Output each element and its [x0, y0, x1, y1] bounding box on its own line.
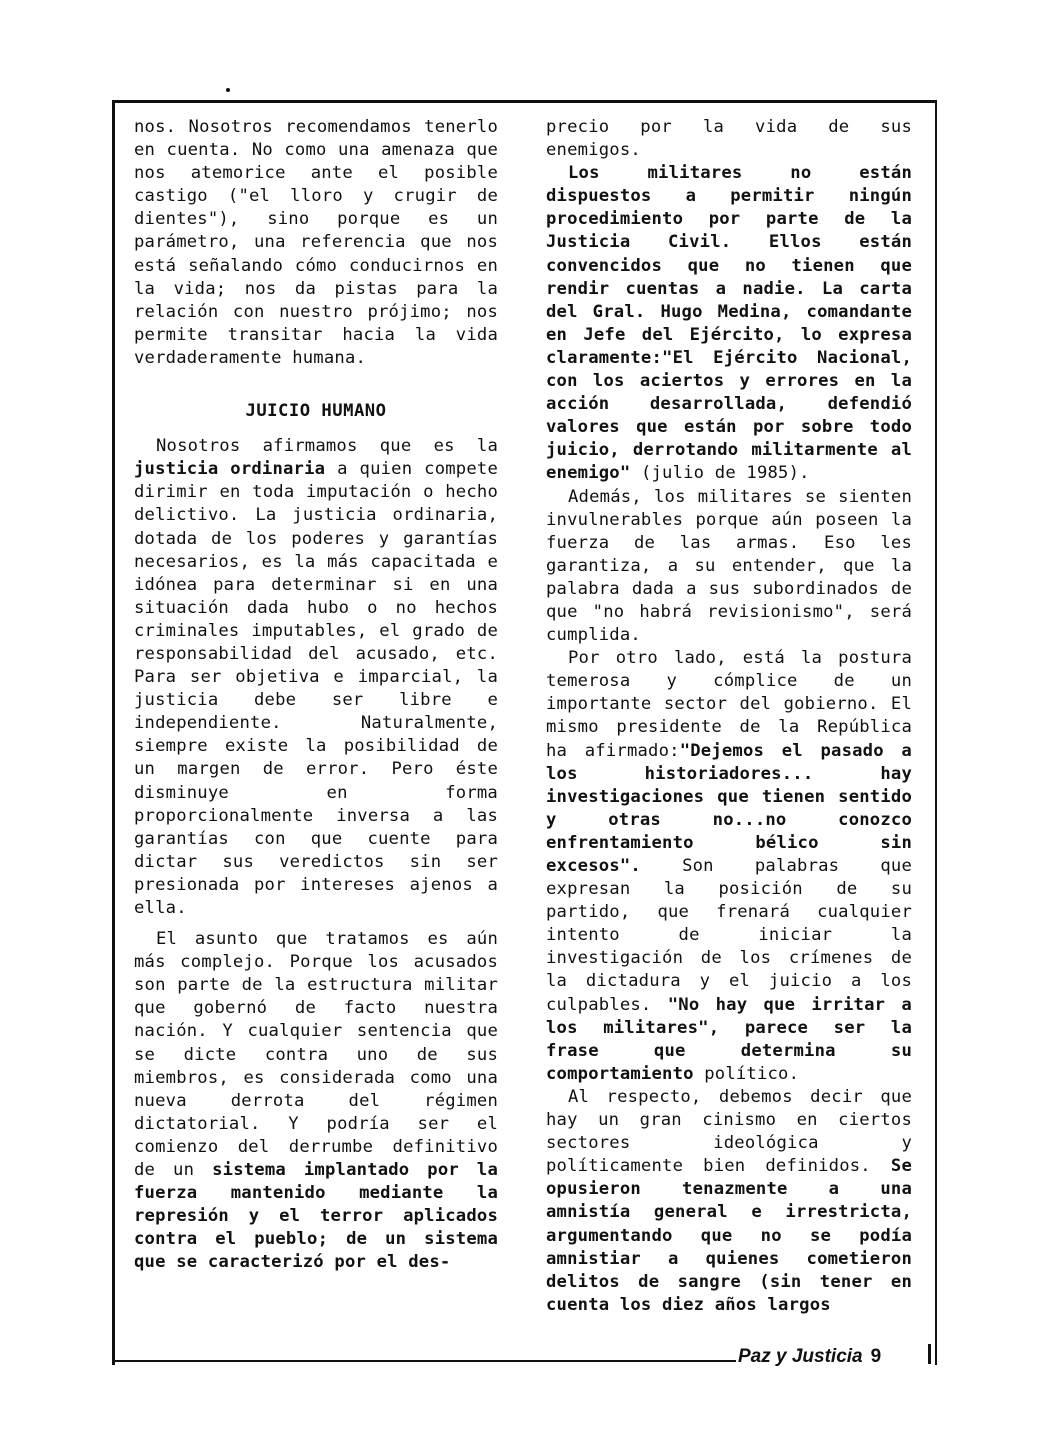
left-column: [134, 116, 498, 1275]
paragraph-text: Al respecto, debemos decir que hay un gran cinismo en ciertos sectores ideológica y políticamente bien definidos.: [546, 1086, 912, 1177]
paragraph-continuation: [546, 116, 912, 162]
footer-tick: [928, 1344, 931, 1364]
paragraph: [134, 435, 498, 920]
paragraph-text: Nosotros afirmamos que es la: [156, 436, 498, 457]
bold-text: sistema implantado por la fuerza mantenido mediante la represión y el terror aplicados contra el pueblo; de un sistema que se caracterizó por el des-: [134, 1160, 498, 1273]
right-column: [546, 116, 912, 1317]
paragraph-text: precio por la vida de sus enemigos.: [546, 117, 912, 161]
paragraph: [546, 486, 912, 648]
bold-text: "No hay que irritar a los militares", parece ser la frase que determina su comportamiento: [546, 994, 912, 1084]
paragraph-text: nos. Nosotros recomendamos tenerlo en cuenta. No como una amenaza que nos atemorice ante el posible castigo ("el lloro y crugir de dientes"), sino porque es un parámetro, una referencia que nos está señalando cómo conducirnos en la vida; nos da pistas para la relación con nuestro prójimo; nos permite transitar hacia la vida verdaderamente humana.: [134, 117, 498, 368]
paragraph: [134, 928, 498, 1274]
paragraph: [546, 647, 912, 1086]
bold-text: Se opusieron tenazmente a una amnistía general e irrestricta, argumentando que no se podía amnistiar a quienes cometieron delitos de sangre (sin tener en cuenta los diez años largos: [546, 1156, 912, 1315]
bold-text: justicia ordinaria: [134, 459, 326, 480]
section-heading: JUICIO HUMANO: [245, 401, 387, 422]
paragraph-text: (julio de 1985).: [630, 463, 810, 484]
page-number: 9: [870, 1346, 882, 1367]
footer-rule: [112, 1360, 736, 1362]
publication-name: Paz y Justicia: [738, 1346, 863, 1367]
paragraph-text: Por otro lado, está la postura temerosa y cómplice de un importante sector del gobierno. El mismo presidente de la República ha afirmado:: [546, 648, 912, 761]
paragraph-text: político.: [693, 1063, 800, 1084]
paragraph-text: Son palabras que expresan la posición de su partido, que frenará cualquier intento de iniciar la investigación de los crímenes de la dictadura y el juicio a los culpables.: [546, 856, 912, 1015]
quote-text: "Dejemos el pasado a los historiadores... hay investigaciones que tienen sentido y otras no...no conozco enfrentamiento bélico sin excesos".: [546, 740, 912, 876]
quote-text: "El Ejército Nacional, con los aciertos y errores en la acción desarrollada, defendió valores que están por sobre todo juicio, derrotando militarmente al enemigo": [546, 347, 912, 484]
paragraph-text: El asunto que tratamos es aún más complejo. Porque los acusados son parte de la estructura militar que gobernó de facto nuestra nación. Y cualquier sentencia que se dicte contra uno de sus miembros, es considerada como una nueva derrota del régimen dictatorial. Y podría ser el comienzo del derrumbe definitivo de un: [134, 929, 498, 1181]
bold-text: Los militares no están dispuestos a permitir ningún procedimiento por parte de la Justicia Civil. Ellos están convencidos que no tienen que rendir cuentas a nadie. La carta del Gral. Hugo Medina, comandante en Jefe del Ejército, lo expresa claramente:: [546, 163, 912, 368]
page-footer: [738, 1346, 881, 1368]
paragraph: [546, 162, 912, 485]
speck: [226, 88, 230, 92]
paragraph-text: a quien compete dirimir en toda imputación o hecho delictivo. La justicia ordinaria, dotada de los poderes y garantías necesarios, es la más capacitada e idónea para determinar si en una situación dada hubo o no hechos criminales imputables, el grado de responsabilidad del acusado, etc. Para ser objetiva e imparcial, la justicia debe ser libre e independiente. Naturalmente, siempre existe la posibilidad de un margen de error. Pero éste disminuye en forma proporcionalmente inversa a las garantías con que cuente para dictar sus veredictos sin ser presionada por intereses ajenos a ella.: [134, 459, 498, 918]
paragraph: [546, 1086, 912, 1317]
paragraph-text: Además, los militares se sienten invulnerables porque aún poseen la fuerza de las armas. Eso les garantiza, a su entender, que la palabra dada a sus subordinados de que "no habrá revisionismo", será cumplida.: [546, 486, 912, 646]
paragraph-continuation: [134, 116, 498, 370]
